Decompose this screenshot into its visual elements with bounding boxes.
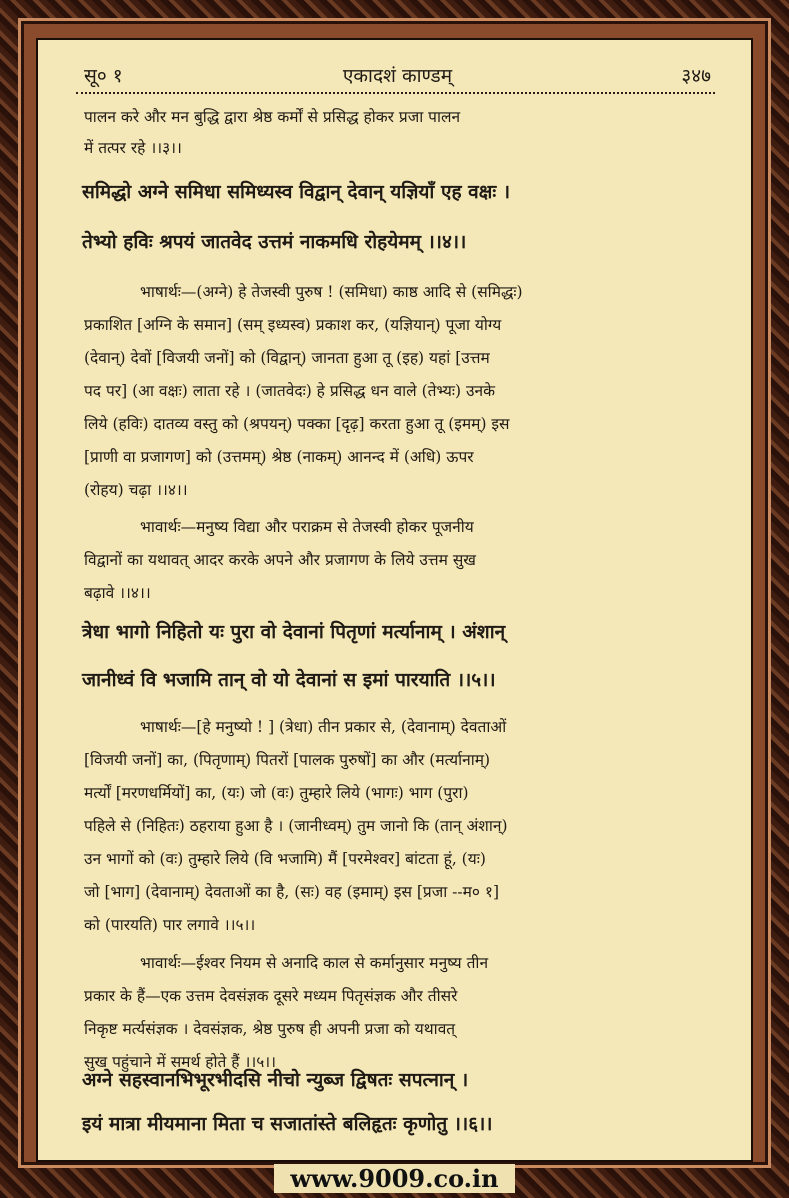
- verse-6-line-1: अग्ने सहस्वानभिभूरभीदसि नीचो न्युब्ज द्विषतः सपत्नान् ।: [82, 1069, 469, 1091]
- bhashartha-5-line: जो [भाग] (देवानाम्) देवताओं का है, (सः) वह (इमाम्) इस [प्रजा --म० १]: [84, 883, 500, 901]
- bhashartha-5-line: को (पारयति) पार लगावे ।।५।।: [84, 916, 256, 934]
- header-rule: [76, 92, 715, 94]
- sukta-number: सू० १: [84, 65, 123, 87]
- verse-4-line-2: तेभ्यो हविः श्रपयं जातवेद उत्तमं नाकमधि रोहयेमम् ।।४।।: [82, 231, 467, 253]
- bhavartha-4-line: विद्वानों का यथावत् आदर करके अपने और प्रजागण के लिये उत्तम सुख: [84, 551, 476, 569]
- bhashartha-5-line: पहिले से (निहितः) ठहराया हुआ है । (जानीध्वम्) तुम जानो कि (तान् अंशान्): [84, 817, 508, 835]
- bhashartha-4-line: लिये (हविः) दातव्य वस्तु को (श्रपयन्) पक्का [दृढ़] करता हुआ तू (इमम्) इस: [84, 415, 510, 433]
- page-scan: [36, 38, 753, 1162]
- bhashartha-5-line: मर्त्यों [मरणधर्मियों] का, (यः) जो (वः) तुम्हारे लिये (भागः) भाग (पुरा): [84, 784, 469, 802]
- bhavartha-4-line: भावार्थः—मनुष्य विद्या और पराक्रम से तेजस्वी होकर पूजनीय: [140, 518, 474, 536]
- watermark-url: [0, 1164, 789, 1198]
- bhavartha-5-line: प्रकार के हैं—एक उत्तम देवसंज्ञक दूसरे मध्यम पितृसंज्ञक और तीसरे: [84, 987, 458, 1005]
- bhashartha-4-line: प्रकाशित [अग्नि के समान] (सम् इध्यस्व) प्रकाश कर, (यज्ञियान्) पूजा योग्य: [84, 316, 502, 334]
- bhavartha-4-line: बढ़ावे ।।४।।: [84, 584, 151, 602]
- bhashartha-4-line: (रोहय) चढ़ा ।।४।।: [84, 481, 188, 499]
- text-line: में तत्पर रहे ।।३।।: [84, 139, 182, 157]
- verse-5-line-2: जानीध्वं वि भजामि तान् वो यो देवानां स इमां पारयाति ।।५।।: [82, 669, 496, 691]
- bhavartha-5-line: सुख पहुंचाने में समर्थ होते हैं ।।५।।: [84, 1053, 277, 1071]
- bhavartha-5-line: भावार्थः—ईश्वर नियम से अनादि काल से कर्मानुसार मनुष्य तीन: [140, 954, 489, 972]
- verse-4-line-1: समिद्धो अग्ने समिधा समिध्यस्व विद्वान् देवान् यज्ञियाँ एह वक्षः ।: [82, 181, 511, 203]
- text-line: पालन करे और मन बुद्धि द्वारा श्रेष्ठ कर्मों से प्रसिद्ध होकर प्रजा पालन: [84, 108, 461, 126]
- bhashartha-4-line: (देवान्) देवों [विजयी जनों] को (विद्वान्) जानता हुआ तू (इह) यहां [उत्तम: [84, 349, 490, 367]
- bhashartha-5-line: भाषार्थः—[हे मनुष्यो ! ] (त्रेधा) तीन प्रकार से, (देवानाम्) देवताओं: [140, 718, 507, 736]
- bhashartha-4-line: [प्राणी वा प्रजागण] को (उत्तमम्) श्रेष्ठ (नाकम्) आनन्द में (अधि) ऊपर: [84, 448, 474, 466]
- bhashartha-4-line: पद पर] (आ वक्षः) लाता रहे । (जातवेदः) हे प्रसिद्ध धन वाले (तेभ्यः) उनके: [84, 382, 496, 400]
- verse-6-line-2: इयं मात्रा मीयमाना मिता च सजातांस्ते बलिहृतः कृणोतु ।।६।।: [82, 1113, 493, 1135]
- bhashartha-4-line: भाषार्थः—(अग्ने) हे तेजस्वी पुरुष ! (समिधा) काष्ठ आदि से (समिद्धः): [140, 283, 523, 301]
- watermark-text: www.9009.co.in: [274, 1164, 514, 1193]
- page-number: ३४७: [681, 65, 711, 87]
- kanda-title: एकादशं काण्डम्: [342, 65, 453, 87]
- running-header: [84, 62, 711, 90]
- bhashartha-5-line: [विजयी जनों] का, (पितृणाम्) पितरों [पालक पुरुषों] का और (मर्त्यानाम्): [84, 751, 491, 769]
- bhashartha-5-line: उन भागों को (वः) तुम्हारे लिये (वि भजामि) मैं [परमेश्वर] बांटता हूं, (यः): [84, 850, 486, 868]
- verse-5-line-1: त्रेधा भागो निहितो यः पुरा वो देवानां पितृणां मर्त्यानाम् । अंशान्: [82, 621, 506, 643]
- bhavartha-5-line: निकृष्ट मर्त्यसंज्ञक । देवसंज्ञक, श्रेष्ठ पुरुष ही अपनी प्रजा को यथावत्: [84, 1020, 456, 1038]
